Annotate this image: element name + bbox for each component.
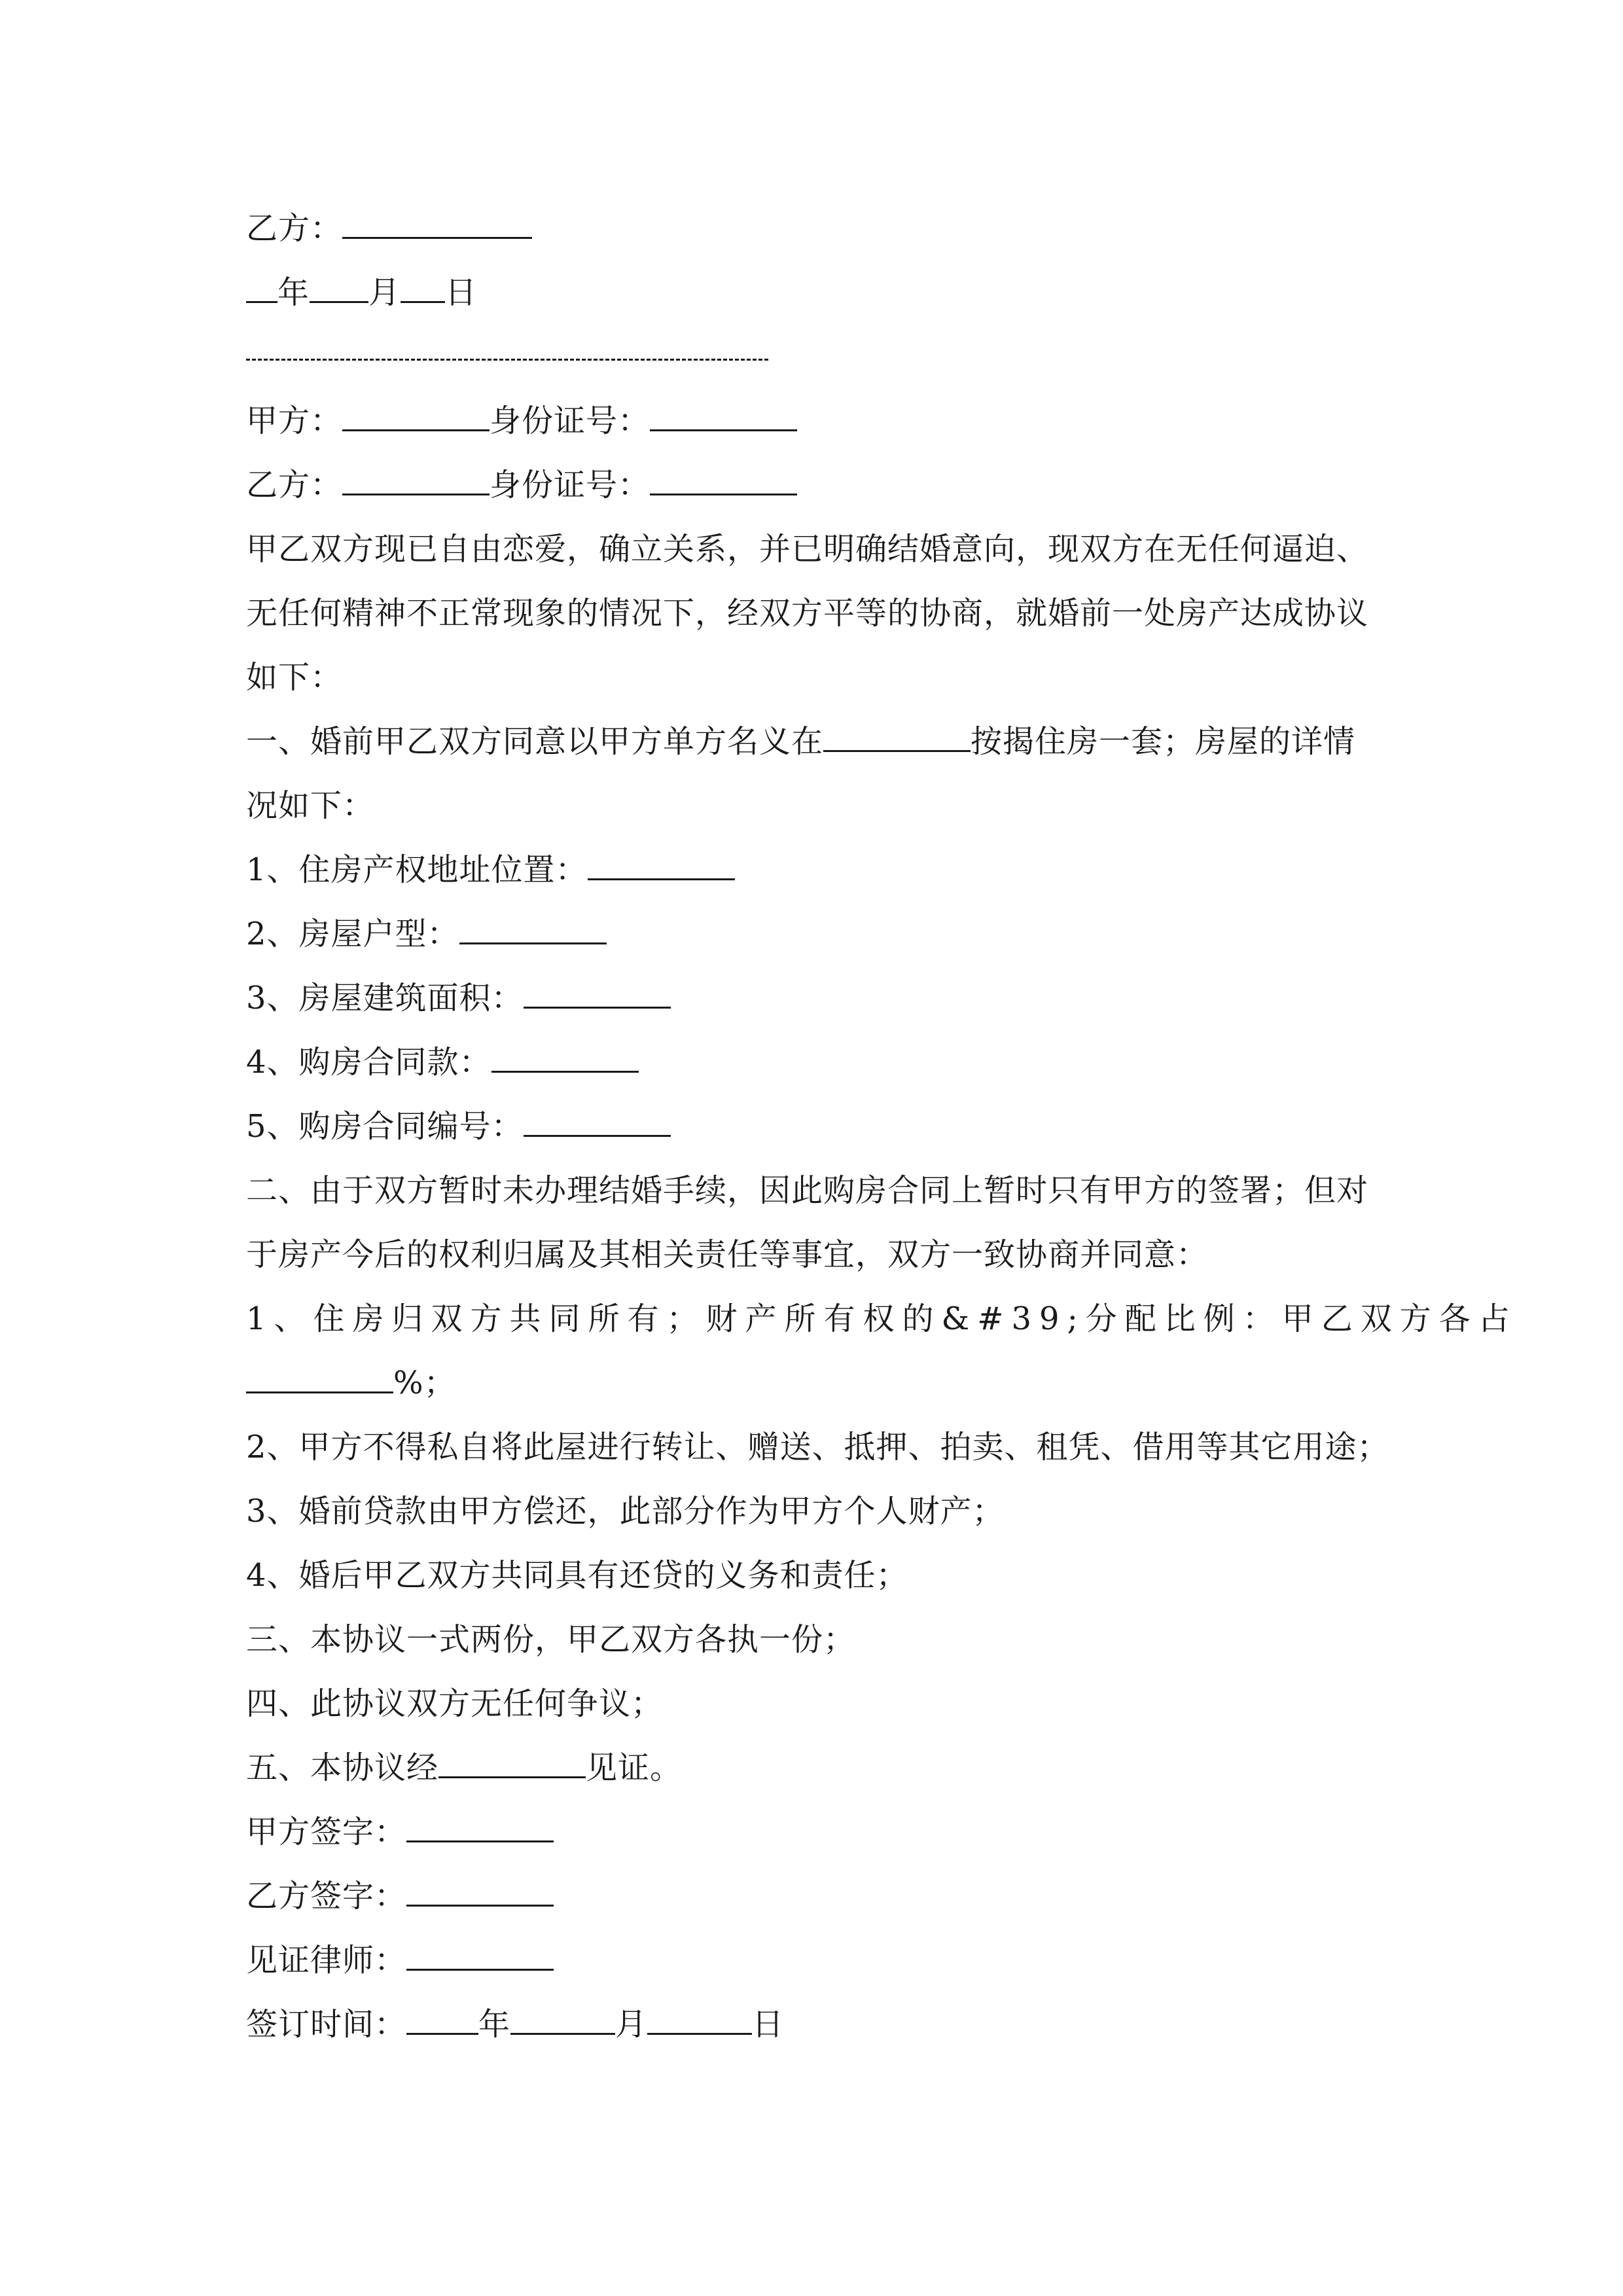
signature-month-label: 月	[615, 2006, 648, 2043]
clause1-item-3-blank	[524, 980, 671, 1009]
clause1-item-2	[246, 902, 1398, 966]
header-party-b-label: 乙方：	[246, 210, 343, 247]
clause1-item-2-label: 2、房屋户型：	[246, 916, 459, 952]
clause2-ratio-blank	[246, 1365, 393, 1393]
clause1-line-2: 况如下：	[246, 787, 375, 824]
clause1-item-3-label: 3、房屋建筑面积：	[246, 980, 524, 1016]
clause1-item-3	[246, 966, 1398, 1030]
clause1-item-1	[246, 838, 1398, 902]
clause1-item-1-blank	[588, 852, 735, 880]
intro-line-1: 甲乙双方现已自由恋爱，确立关系，并已明确结婚意向，现双方在无任何逼迫、	[246, 531, 1369, 567]
signature-lawyer	[246, 1928, 1398, 1992]
clause2-item-1-line-2	[246, 1351, 1398, 1415]
signature-date	[246, 1992, 1398, 2056]
party-a-label: 甲方：	[246, 403, 343, 439]
party-b-line	[246, 453, 1398, 517]
intro-line-3: 如下：	[246, 659, 343, 696]
clause1-text-a: 一、婚前甲乙双方同意以甲方单方名义在	[246, 723, 824, 760]
header-day-label: 日	[445, 274, 478, 311]
signature-party-b-blank	[406, 1878, 554, 1907]
clause1-item-5-label: 5、购房合同编号：	[246, 1108, 524, 1145]
clause2-ratio-suffix: %；	[393, 1365, 456, 1401]
clause5-prefix: 五、本协议经	[246, 1749, 439, 1786]
clause5-suffix: 见证。	[586, 1749, 683, 1786]
clause2-item-3: 3、婚前贷款由甲方偿还，此部分作为甲方个人财产；	[246, 1493, 1005, 1530]
header-party-b-blank	[342, 211, 532, 239]
signature-year-label: 年	[478, 2006, 511, 2043]
intro-line-2: 无任何精神不正常现象的情况下，经双方平等的协商，就婚前一处房产达成协议	[246, 595, 1369, 632]
clause1-item-4	[246, 1030, 1398, 1094]
clause2-line-2: 于房产今后的权利归属及其相关责任等事宜，双方一致协商并同意：	[246, 1236, 1209, 1273]
clause1-item-4-label: 4、购房合同款：	[246, 1044, 491, 1081]
signature-lawyer-blank	[406, 1943, 554, 1971]
party-a-id-label: 身份证号：	[490, 403, 651, 439]
header-month-label: 月	[368, 274, 401, 311]
party-a-id-blank	[650, 403, 797, 431]
clause2-line-1: 二、由于双方暂时未办理结婚手续，因此购房合同上暂时只有甲方的签署；但对	[246, 1172, 1369, 1209]
header-year-label: 年	[277, 274, 310, 311]
signature-day-label: 日	[752, 2006, 785, 2043]
clause2-item-4: 4、婚后甲乙双方共同具有还贷的义务和责任；	[246, 1557, 908, 1594]
signature-day-blank	[647, 2007, 752, 2035]
header-year-blank	[246, 275, 277, 303]
signature-party-a-label: 甲方签字：	[246, 1814, 407, 1850]
clause1-location-blank	[823, 724, 971, 752]
party-a-name-blank	[342, 403, 490, 431]
signature-month-blank	[510, 2007, 615, 2035]
party-b-id-label: 身份证号：	[490, 467, 651, 503]
party-b-label: 乙方：	[246, 467, 343, 503]
clause1-item-5-blank	[524, 1109, 671, 1137]
clause3: 三、本协议一式两份，甲乙双方各执一份；	[246, 1621, 856, 1658]
header-month-blank	[310, 275, 368, 303]
separator-rule	[246, 359, 768, 361]
header-day-blank	[401, 275, 445, 303]
clause5	[246, 1736, 1398, 1800]
clause1-item-4-blank	[491, 1045, 639, 1073]
header-date-line	[246, 260, 1398, 325]
clause4: 四、此协议双方无任何争议；	[246, 1685, 664, 1722]
clause5-witness-blank	[438, 1750, 586, 1778]
clause1-line-1	[246, 709, 1398, 774]
clause1-item-2-blank	[459, 916, 607, 944]
signature-party-a	[246, 1800, 1398, 1864]
party-b-name-blank	[342, 467, 490, 495]
signature-date-label: 签订时间：	[246, 2006, 407, 2043]
clause1-text-b: 按揭住房一套；房屋的详情	[971, 723, 1356, 760]
header-party-b-line	[246, 196, 1398, 260]
clause2-item-2: 2、甲方不得私自将此屋进行转让、赠送、抵押、拍卖、租凭、借用等其它用途；	[246, 1429, 1389, 1465]
signature-party-a-blank	[406, 1814, 554, 1842]
party-b-id-blank	[650, 467, 797, 495]
clause2-item-1-line-1: 1、住房归双方共同所有；财产所有权的&#39;分配比例：甲乙双方各占	[246, 1300, 1518, 1337]
clause1-item-1-label: 1、住房产权地址位置：	[246, 852, 588, 888]
party-a-line	[246, 389, 1398, 453]
signature-party-b	[246, 1864, 1398, 1928]
signature-lawyer-label: 见证律师：	[246, 1942, 407, 1979]
clause1-item-5	[246, 1094, 1398, 1158]
signature-party-b-label: 乙方签字：	[246, 1878, 407, 1914]
signature-year-blank	[406, 2007, 478, 2035]
